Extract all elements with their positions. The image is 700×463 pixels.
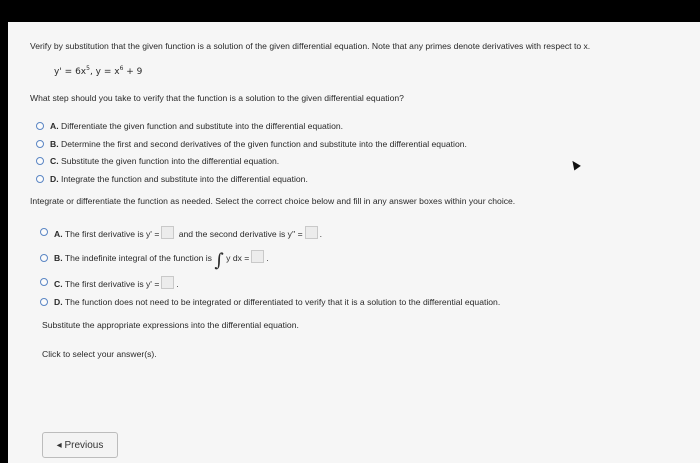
radio-choice-d[interactable] [36,175,44,183]
first-derivative-only-input[interactable] [161,276,174,289]
integral-input[interactable] [251,250,264,263]
choice-d-label[interactable]: D. Integrate the function and substitute into the differential equation. [50,174,308,184]
radio-choice-c[interactable] [36,157,44,165]
mouse-cursor-icon [569,159,581,171]
previous-button[interactable]: ◂ Previous [42,432,118,458]
step-prompt: What step should you take to verify that the function is a solution to the given differential equation? [30,93,404,103]
radio-choice2-d[interactable] [40,298,48,306]
radio-choice2-c[interactable] [40,278,48,286]
choice2-d-label[interactable]: D. The function does not need to be integrated or differentiated to verify that it is a solution to the differential equation. [54,297,501,307]
second-derivative-input[interactable] [305,226,318,239]
first-derivative-input[interactable] [161,226,174,239]
question-page [8,22,700,463]
choice2-a-label[interactable]: A. The first derivative is y' = and the second derivative is y'' = . [54,226,322,239]
radio-choice2-a[interactable] [40,228,48,236]
radio-choice2-b[interactable] [40,254,48,262]
integral-sign: ∫ [214,250,224,271]
choice-b-label[interactable]: B. Determine the first and second derivatives of the given function and substitute into the differential equation. [50,139,467,149]
choice2-c-label[interactable]: C. The first derivative is y' = . [54,276,179,289]
radio-choice-a[interactable] [36,122,44,130]
click-instruction: Click to select your answer(s). [42,349,157,359]
choice-a-label[interactable]: A. Differentiate the given function and substitute into the differential equation. [50,121,344,131]
choice-c-label[interactable]: C. Substitute the given function into the differential equation. [50,156,280,166]
radio-choice-b[interactable] [36,140,44,148]
choice2-b-label[interactable]: B. The indefinite integral of the function is ∫ y dx = . [54,250,269,271]
part2-prompt: Integrate or differentiate the function as needed. Select the correct choice below and fill in any answer boxes within your choice. [30,196,516,206]
differential-equation: $y' = 6x^5$, $y = x^6 + 9$ [54,65,143,77]
instructions-text: Verify by substitution that the given function is a solution of the given differential equation. Note that any primes denote derivatives with respect to x. [30,41,591,51]
substitute-text: Substitute the appropriate expressions into the differential equation. [42,320,299,330]
left-arrow-icon: ◂ [56,440,62,451]
